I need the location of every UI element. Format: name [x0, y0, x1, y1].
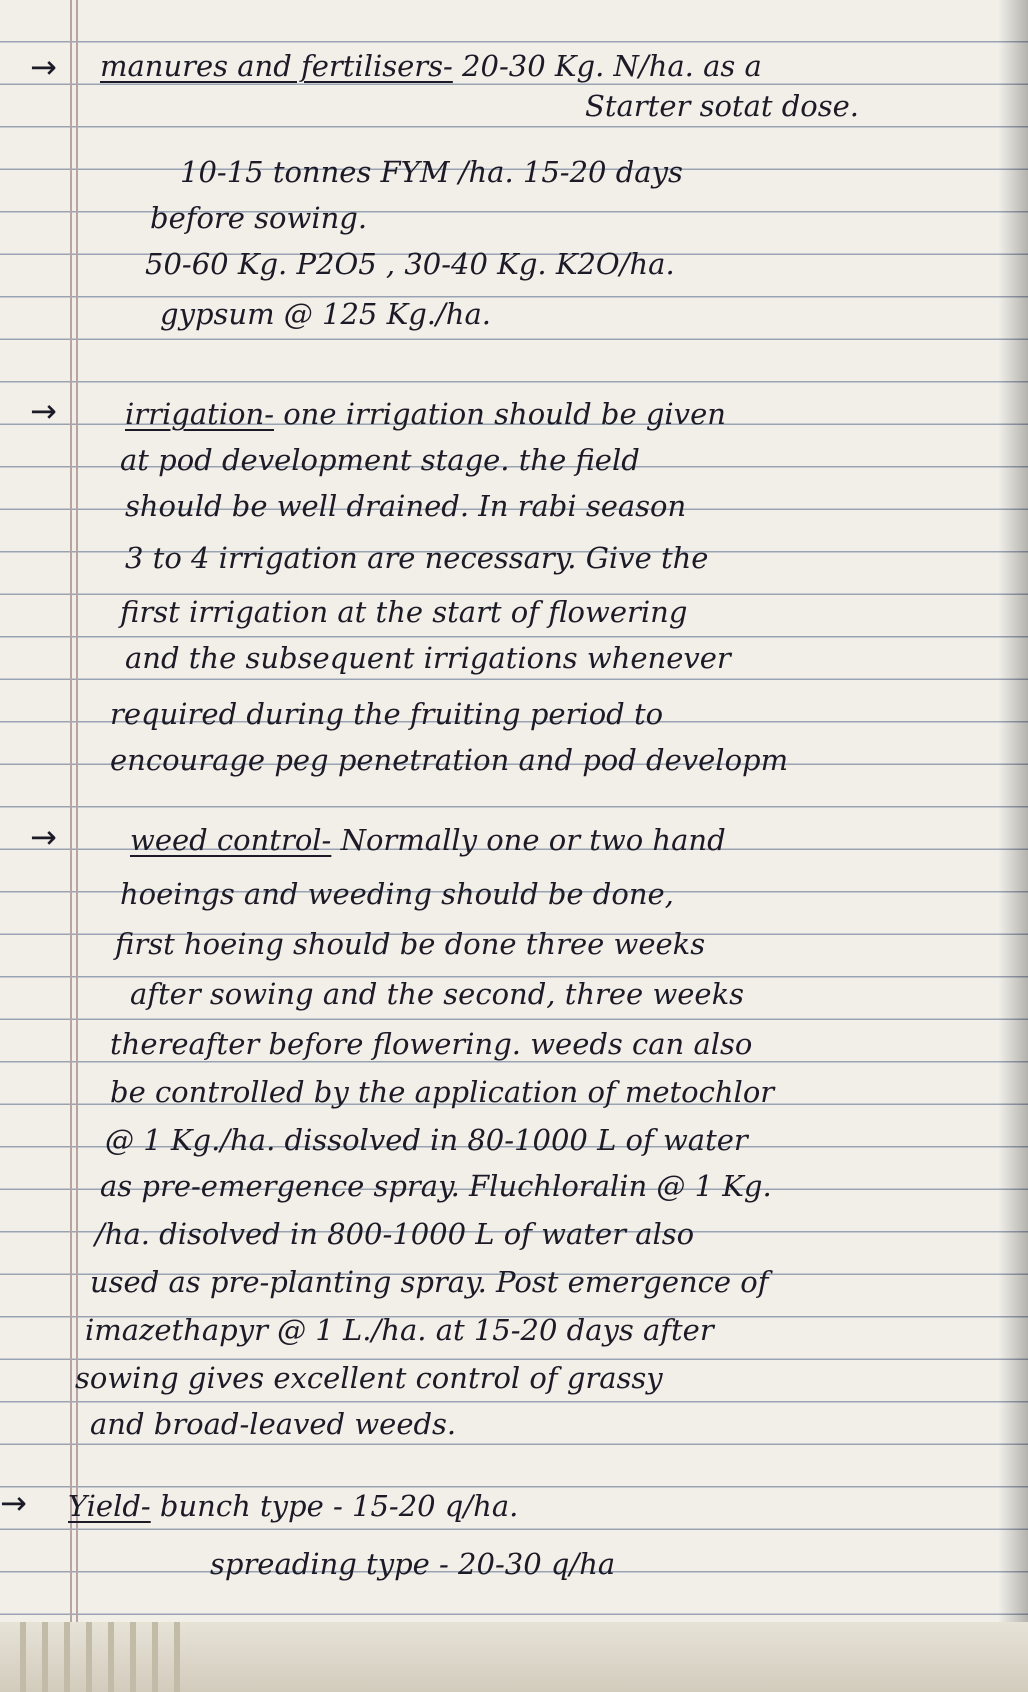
section-arrow: → — [0, 1484, 27, 1522]
margin-line-right — [76, 0, 78, 1692]
irrigation-heading: irrigation- — [125, 397, 274, 431]
weed-line-2: hoeings and weeding should be done, — [120, 877, 674, 911]
irrigation-line-5: first irrigation at the start of flowering — [120, 595, 688, 629]
weed-line-5: thereafter before flowering. weeds can also — [110, 1027, 753, 1061]
irrigation-line-7: required during the fruiting period to — [110, 697, 664, 731]
section-arrow: → — [30, 818, 57, 856]
manures-line-6: gypsum @ 125 Kg./ha. — [160, 297, 491, 331]
weed-line-8: as pre-emergence spray. Fluchloralin @ 1 Kg. — [100, 1169, 772, 1203]
page-edge-shadow — [998, 0, 1028, 1692]
irrigation-line-4: 3 to 4 irrigation are necessary. Give the — [125, 541, 709, 575]
irrigation-line-8: encourage peg penetration and pod developm — [110, 743, 789, 777]
weed-line-13: and broad-leaved weeds. — [90, 1407, 457, 1441]
weed-line-10: used as pre-planting spray. Post emergence of — [90, 1265, 769, 1299]
section-arrow: → — [30, 48, 57, 86]
weed-line-6: be controlled by the application of metochlor — [110, 1075, 775, 1109]
yield-line-1: Yield- bunch type - 15-20 q/ha. — [68, 1489, 519, 1523]
yield-line-2: spreading type - 20-30 q/ha — [210, 1547, 616, 1581]
manures-heading: manures and fertilisers- — [100, 49, 453, 83]
weed-line-3: first hoeing should be done three weeks — [115, 927, 706, 961]
weed-control-heading: weed control- — [130, 823, 332, 857]
margin-line-left — [70, 0, 72, 1692]
irrigation-line-1: irrigation- one irrigation should be given — [125, 397, 726, 431]
irrigation-line-3: should be well drained. In rabi season — [125, 489, 687, 523]
weed-line-11: imazethapyr @ 1 L./ha. at 15-20 days after — [85, 1313, 714, 1347]
manures-line-3: 10-15 tonnes FYM /ha. 15-20 days — [180, 155, 683, 189]
weed-line-4: after sowing and the second, three weeks — [130, 977, 745, 1011]
weed-line-9: /ha. disolved in 800-1000 L of water also — [95, 1217, 695, 1251]
yield-heading: Yield- — [68, 1489, 151, 1523]
manures-line-5: 50-60 Kg. P2O5 , 30-40 Kg. K2O/ha. — [145, 247, 675, 281]
weed-line-1: weed control- Normally one or two hand — [130, 823, 726, 857]
manures-line-1: manures and fertilisers- 20-30 Kg. N/ha. as a — [100, 49, 762, 83]
weed-line-7: @ 1 Kg./ha. dissolved in 80-1000 L of water — [105, 1123, 748, 1157]
weed-line-12: sowing gives excellent control of grassy — [75, 1361, 663, 1395]
section-arrow: → — [30, 392, 57, 430]
manures-line-2: Starter sotat dose. — [585, 89, 860, 123]
manures-line-4: before sowing. — [150, 201, 368, 235]
bottom-strip — [0, 1622, 1028, 1692]
irrigation-line-2: at pod development stage. the field — [120, 443, 640, 477]
irrigation-line-6: and the subsequent irrigations whenever — [125, 641, 731, 675]
